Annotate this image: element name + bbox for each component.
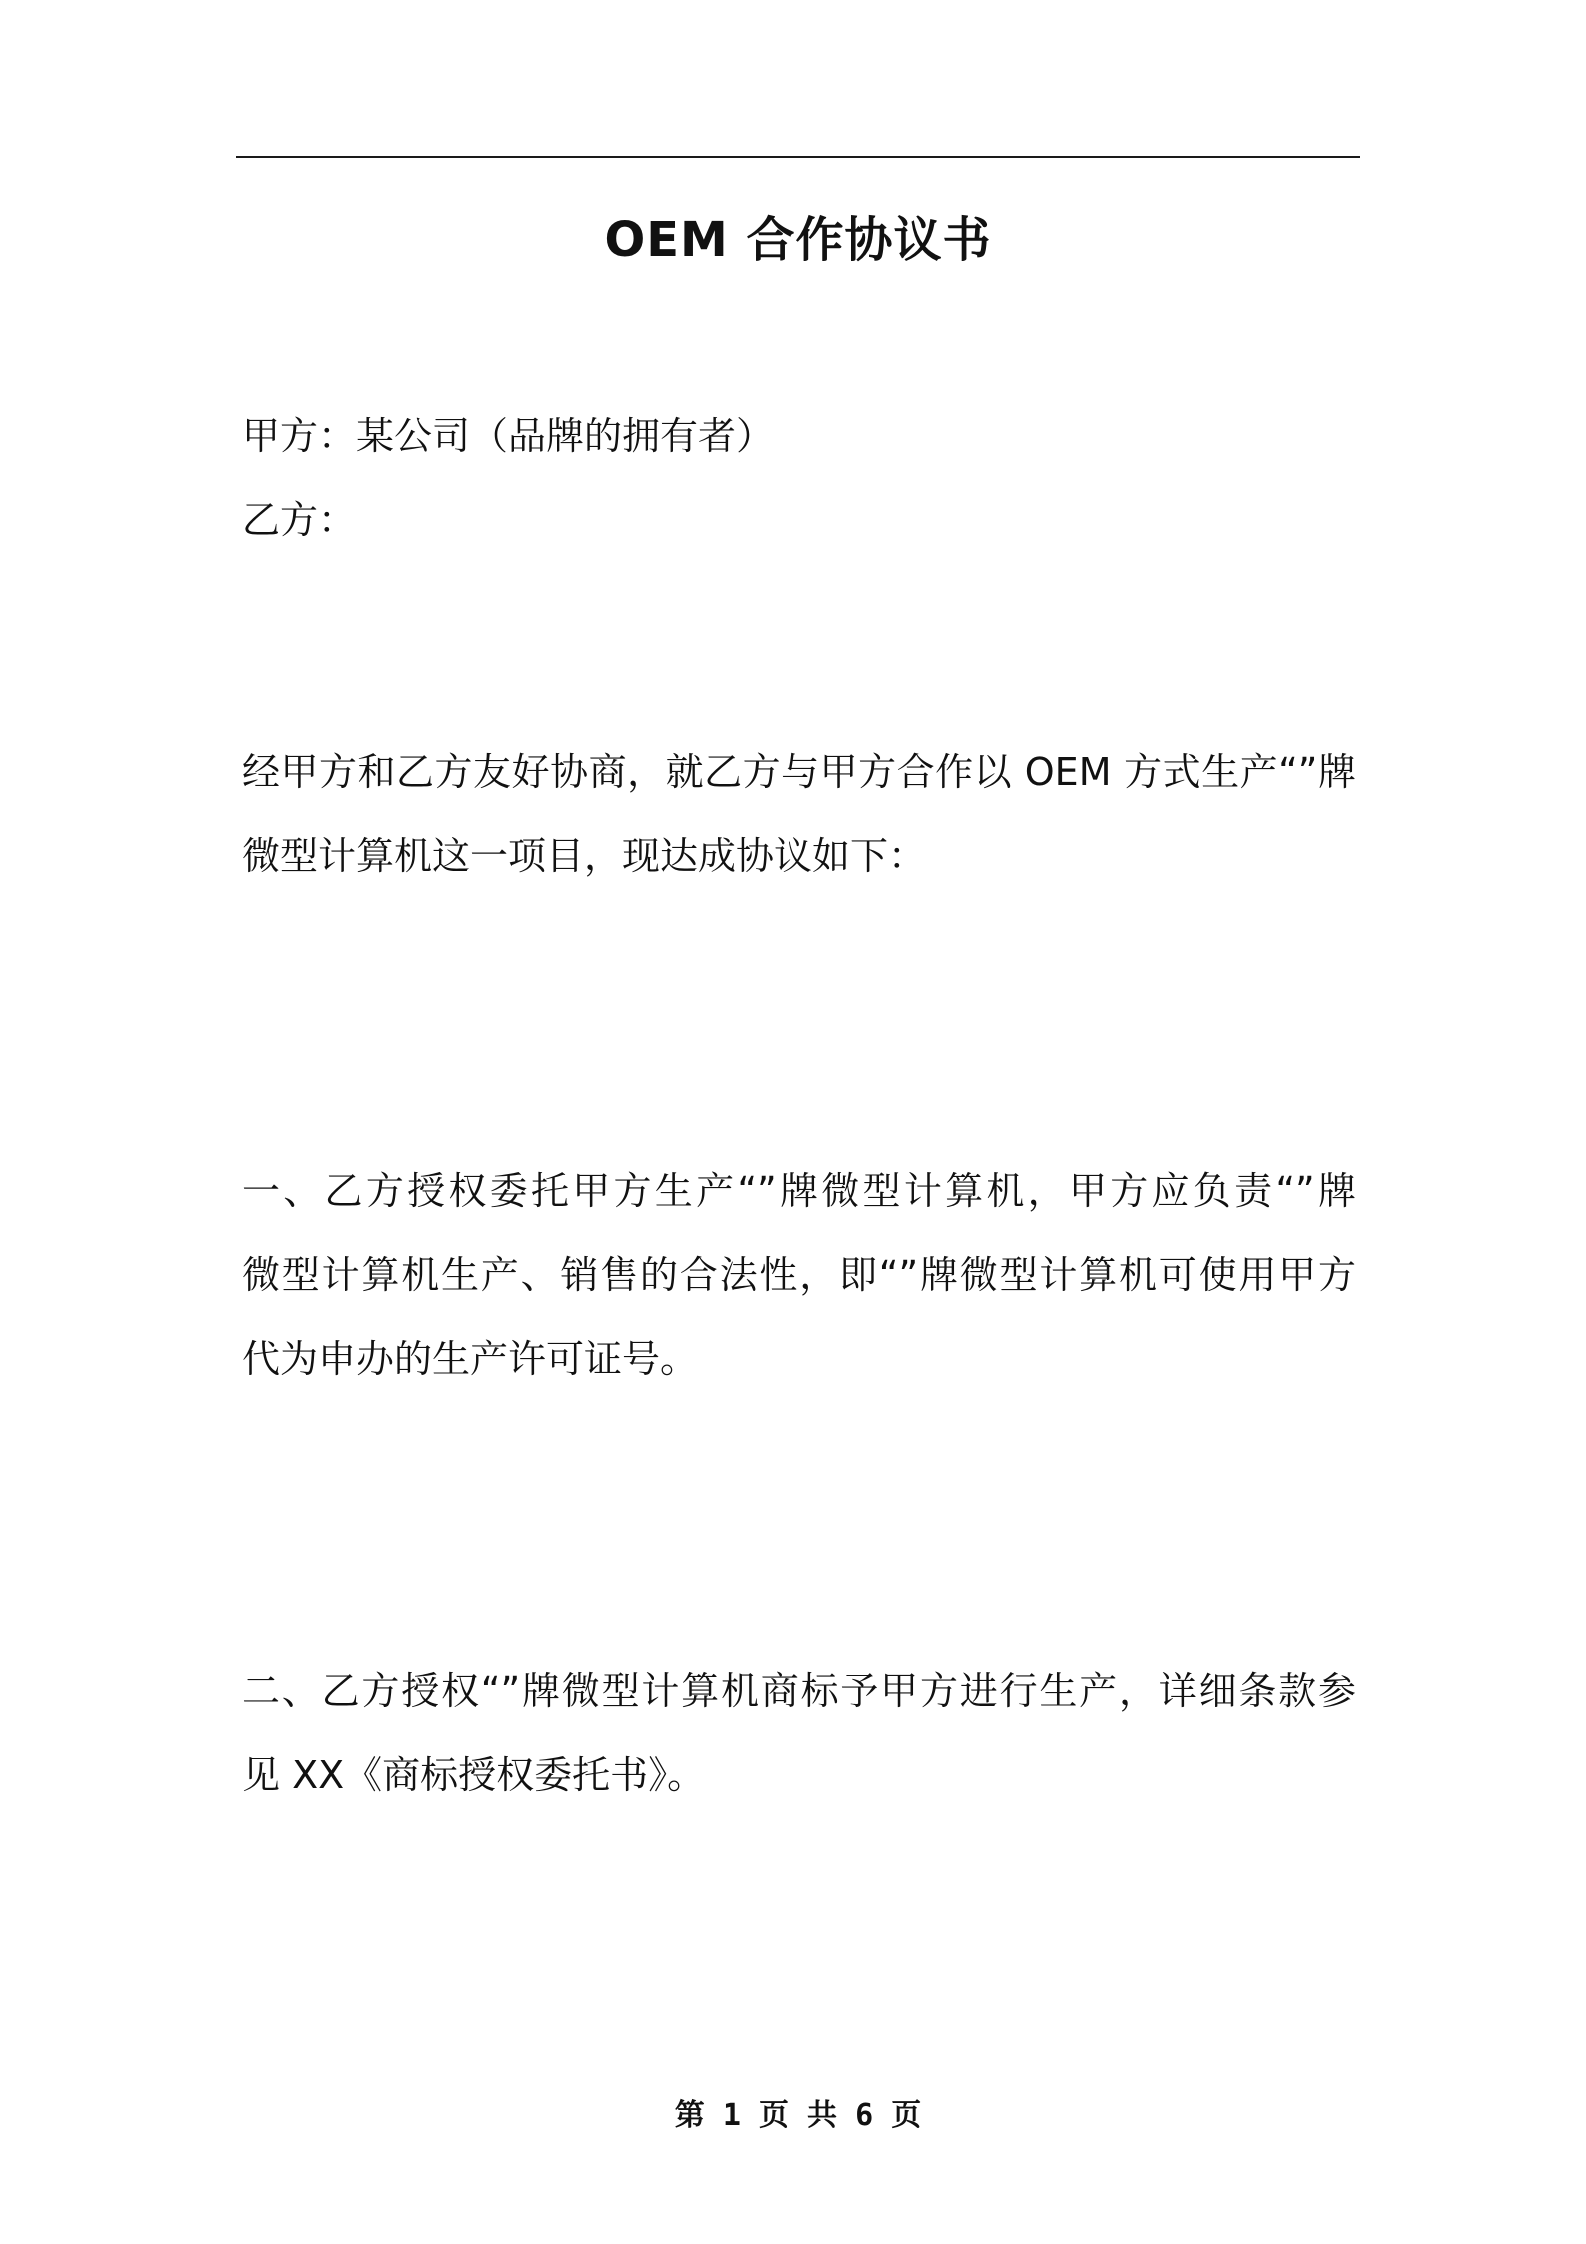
party-a-line: 甲方：某公司（品牌的拥有者）: [242, 414, 775, 458]
clause-1-line-3: 代为申办的生产许可证号。: [242, 1337, 699, 1381]
clause-2-line-1: 二、乙方授权“”牌微型计算机商标予甲方进行生产，详细条款参: [242, 1669, 1356, 1713]
clause-1-line-2: 微型计算机生产、销售的合法性，即“”牌微型计算机可使用甲方: [242, 1253, 1356, 1297]
page-footer: 第 1 页 共 6 页: [674, 2098, 922, 2133]
document-title: OEM 合作协议书: [604, 212, 992, 268]
header-rule: [236, 156, 1360, 158]
clause-1-line-1: 一、乙方授权委托甲方生产“”牌微型计算机，甲方应负责“”牌: [242, 1169, 1356, 1213]
party-b-line: 乙方：: [242, 498, 357, 542]
intro-line-2: 微型计算机这一项目，现达成协议如下：: [242, 834, 927, 878]
intro-line-1: 经甲方和乙方友好协商，就乙方与甲方合作以 OEM 方式生产“”牌: [242, 750, 1356, 794]
clause-2-line-2: 见 XX《商标授权委托书》。: [242, 1753, 706, 1797]
